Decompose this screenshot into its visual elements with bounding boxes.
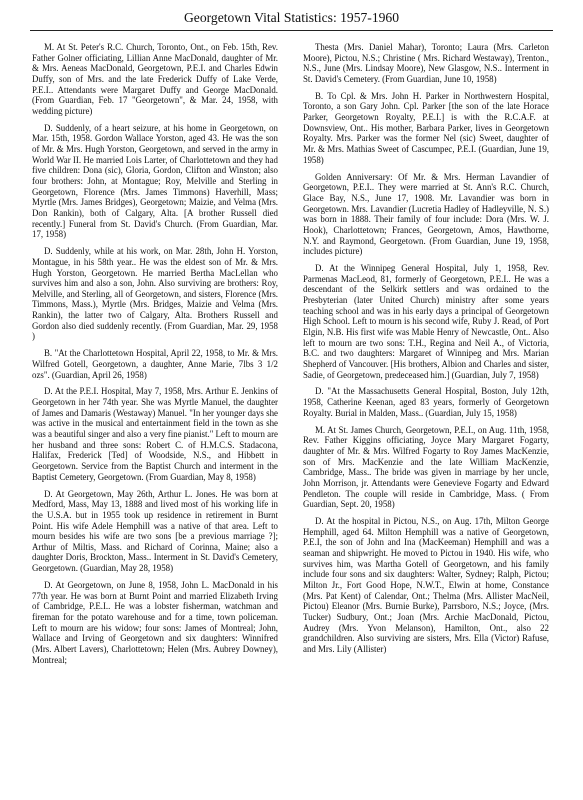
- right-column: [303, 42, 549, 661]
- entry-lavandier-anniversary: Golden Anniversary: Of Mr. & Mrs. Herman Lavandier of Georgetown, P.E.I.. They were married at St. Ann's R.C. Church, Glace Bay, N.S., June 17, 1908. Mr. Lavandier was born in Georgetown. Mrs. Lavandier (Lucretia Hadley of Hadleyville, N. S.) was born in 1888. Their family of four include: Dora (Mrs. W. J. Hook), Charlottetown; Frances, Georgetown, Amos, Hawthorne, N.Y. and Raymond, Georgetown. (From Guardian, June 19, 1958, includes picture): [303, 171, 549, 257]
- entry-macdonald-duffy-marriage: M. At St. Peter's R.C. Church, Toronto, Ont., on Feb. 15th, Rev. Father Golner officiating, Lillian Anne MacDonald, daughter of Mr. & Mrs. Aeneas MacDonald, Georgetown, P.E.I. and Charles Edwin Duffy, son of Mrs. and the late Frederick Duffy of Lake Verde, P.E.I.. Attendants were Margaret Duffy and George MacDonald. (From Guardian, Feb. 17 "Georgetown", & Mar. 24, 1958, with wedding picture): [32, 42, 278, 116]
- entry-hemphill-death: D. At the hospital in Pictou, N.S., on Aug. 17th, Milton George Hemphill, aged 64. Milton Hemphill was a native of Georgetown, P.E.I, the son of John and Ina (MacKeeman) Hemphill and was a seaman and shipwright. He moved to Pictou in 1940. His wife, who survives him, was Martha Gotell of Georgetown, and his family include four sons and six daughters: Walter, Sydney; Ralph, Pictou; Milton Jr., Fort Good Hope, N.W.T., Elwin at home, Constance (Mrs. Pat Kent) of Calendar, Ont.; Thelma (Mrs. Allister MacNeil, Pictou) Eleanor (Mrs. Burnie Burke), Parrsboro, N.S.; Joyce, (Mrs. Tucker) Sudbury, Ont.; Joan (Mrs. Archie MacDonald, Pictou, Audrey (Mrs. Yvon Melanson), Hamilton, Ont., also 22 grandchildren. Also surviving are sisters, Mrs. Ella (Victor) Rafuse, and Mrs. Lily (Allister): [303, 516, 549, 654]
- entry-macdonald-death-continued: Thesta (Mrs. Daniel Mahar), Toronto; Laura (Mrs. Carleton Moore), Pictou, N.S.; Christine ( Mrs. Richard Westaway), Trenton., N.S., June (Mrs. Lindsay Moore), New Glasgow, N.S.. Interment in St. David's Cemetery. (From Guardian, June 10, 1958): [303, 42, 549, 84]
- entry-john-macdonald-death: D. At Georgetown, on June 8, 1958, John L. MacDonald in his 77th year. He was born at Burnt Point and married Elizabeth Irving of Cambridge, P.E.I.. He was a lobster fisherman, watchman and fireman for the potato warehouse and for a time, town policeman. Left to mourn are his widow; four sons: James of Montreal; John, Wallace and Irving of Georgetown and six daughters: Winnifred (Mrs. Albert Lavers), Charlottetown; Helen (Mrs. Aubrey Downey), Montreal;: [32, 579, 278, 665]
- entry-gordon-yorston-death: D. Suddenly, of a heart seizure, at his home in Georgetown, on Mar. 15th, 1958. Gordon Wallace Yorston, aged 43. He was the son of Mr. & Mrs. Hugh Yorston, Georgetown, and served in the army in World War II. He married Lois Larter, of Charlottetown and they had five children: Dona (sic), Gloria, Gordon, Clifton and Winston; also four brothers: John, at Montague; Roy, Melville and Sterling in Georgetown, Florence (Mrs. James Timmons) Haverhill, Mass; Myrtle (Mrs. James Bridges), Georgetown; Maizie, and Velma (Mrs. Don Rankin), both of Calgary, Alta. [A brother Russell died recently.] Funeral from St. David's Church. (From Guardian, Mar. 17, 1958): [32, 122, 278, 240]
- entry-john-yorston-death: D. Suddenly, while at his work, on Mar. 28th, John H. Yorston, Montague, in his 58th year.. He was the eldest son of Mr. & Mrs. Hugh Yorston, Georgetown. He married Bertha MacLellan who survives him and also a son, John. Also surviving are brothers: Roy, Melville, and Sterling, all of Georgetown, and sisters, Florence (Mrs. Timmons, Mass.), Myrtle (Mrs. Bridges, Maizie and Velma (Mrs. Rankin), the latter two of Calgary, Alta. Brothers Russell and Gordon also died suddenly recently. (From Guardian, Mar. 29, 1958 ): [32, 246, 278, 342]
- entry-jenkins-death: D. At the P.E.I. Hospital, May 7, 1958, Mrs. Arthur E. Jenkins of Georgetown in her 74th year. She was Myrtle Manuel, the daughter of James and Damaris (Westaway) Manuel. "In her younger days she was active in the musical and entertainment field in the town as she was a beautiful singer and also a very fine pianist." Left to mourn are her husband and three sons: Robert C. of H.M.C.S. Stadacona, Halifax, Frederick [Ted] of Woodside, N.S., and Hibbett in Georgetown. Service from the Baptist Church and interment in the Baptist Cemetery, Georgetown. (From Guardian, May 8, 1958): [32, 386, 278, 482]
- title-rule: [30, 30, 553, 31]
- entry-keenan-death: D. "At the Massachusetts General Hospital, Boston, July 12th, 1958, Catherine Keenan, aged 83 years, formerly of Georgetown Royalty. Burial in Malden, Mass.. (Guardian, July 15, 1958): [303, 386, 549, 418]
- left-column: [32, 42, 278, 671]
- columns-container: [0, 42, 583, 800]
- entry-gotell-birth: B. "At the Charlottetown Hospital, April 22, 1958, to Mr. & Mrs. Wilfred Gotell, Georgetown, a daughter, Anne Marie, 7lbs 3 1/2 ozs". (Guardian, April 26, 1958): [32, 348, 278, 380]
- entry-jones-death: D. At Georgetown, May 26th, Arthur L. Jones. He was born at Medford, Mass, May 13, 1888 and lived most of his working life in the U.S.A. but in 1955 took up residence in retirement in Burnt Point. His wife Adele Hemphill was a native of that area. Left to mourn besides his wife are two sons [be a previous marriage ?]; Arthur of Miltis, Mass. and Richard of Corinna, Maine; also a daughter Doris, Brockton, Mass.. Interment in St. David's Cemetery, Georgetown. (Guardian, May 28, 1958): [32, 488, 278, 574]
- entry-macleod-death: D. At the Winnipeg General Hospital, July 1, 1958, Rev. Parmenas MacLeod, 81, formerly of Georgetown, P.E.I.. He was a descendant of the Selkirk settlers and was ordained to the Presbyterian (later United Church) ministry after some years teaching school and was in his early days a principal of Georgetown High School. Left to mourn is his second wife, Ruby J. Read, of Port Elgin, N.B. His first wife was Mable Henry of Newcastle, Ont.. Also left to mourn are two sons: T.H., Regina and Neil A., of Victoria, B.C. and two daughters: Margaret of Winnipeg and Mrs. Marian Shepherd of Vancouver. [His brothers, Albion and Charles and sister, Sadie, of Georgetown, predeceased him.] (Guardian, July 7, 1958): [303, 263, 549, 380]
- page-title: Georgetown Vital Statistics: 1957-1960: [183, 10, 400, 25]
- entry-parker-birth: B. To Cpl. & Mrs. John H. Parker in Northwestern Hospital, Toronto, a son Gary John. Cpl. Parker [the son of the late Horace Parker, Georgetown Royalty, P.E.I.] is with the R.C.A.F. at Downsview, Ont.. His mother, Barbara Parker, lives in Georgetown Royalty. Mrs. Parker was the former Nel (sic) Sweet, daughter of Mr. & Mrs. Mathias Sweet of Cascumpec, P.E.I. (Guardian, June 19, 1958): [303, 90, 549, 165]
- entry-fogarty-mackenzie-marriage: M. At St. James Church, Georgetown, P.E.I., on Aug. 11th, 1958, Rev. Father Kiggins officiating, Joyce Mary Margaret Fogarty, daughter of Mr. & Mrs. Wilfred Fogarty to Roy James MacKenzie, son of Mrs. MacKenzie and the late William MacKenzie, Cambridge, Mass.. The bride was given in marriage by her uncle, John Morrison, jr. Attendants were Genevieve Fogarty and Edward Pendleton. The couple will reside in Cambridge, Mass. ( From Guardian, Sept. 20, 1958): [303, 424, 549, 510]
